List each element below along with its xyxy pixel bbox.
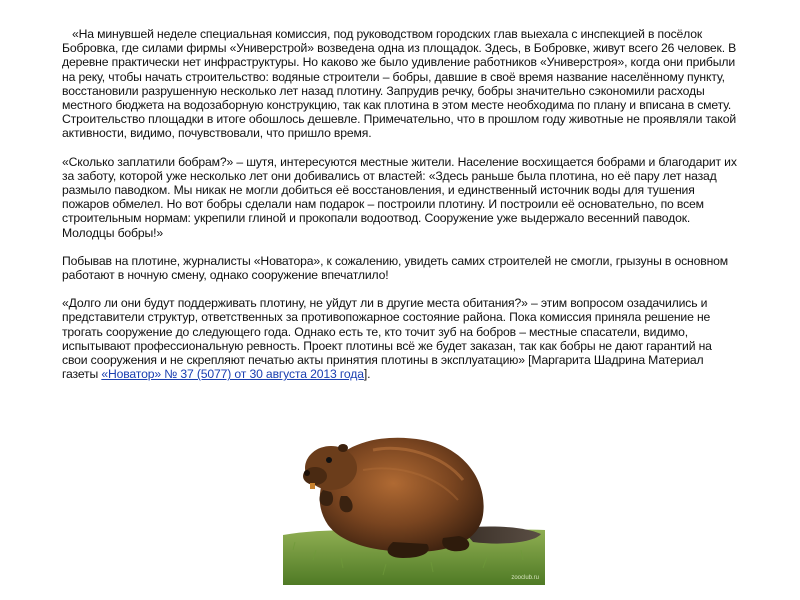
paragraph-question-text: «Долго ли они будут поддерживать плотину, не уйдут ли в другие места обитания?» – этим вопросом озадачились и представители структур, ответственных за противопожарное состояние района. Пока комиссия приняла решение не трогать сооружение до следующего года. Однако есть те, кто точит зуб на бобров – местные спасатели, видимо, испытывают профессиональную ревность. Проект плотины всё же будет заказан, так как бобры не дают гарантий на свои сооружения и не скрепляют печатью акты принятия плотины в эксплуатацию» [Маргарита Шадрина Материал газеты [62, 296, 712, 382]
beaver-icon [283, 410, 545, 585]
paragraph-journalists: Побывав на плотине, журналисты «Новатора», к сожалению, увидеть самих строителей не смогли, грызуны в основном работают в ночную смену, однако сооружение впечатлило! [62, 253, 729, 283]
photo-watermark: zooclub.ru [511, 575, 539, 581]
paragraph-commission: «На минувшей неделе специальная комиссия, под руководством городских глав выехала с инспекцией в посёлок Бобровка, где силами фирмы «Универстрой» возведена одна из площадок. Здесь, в Бобровке, живут всего 26 человек. В деревне практически нет инфраструктуры. Но каково же было удивление работников «Универстроя», когда они прибыли на реку, чтобы начать строительство: водяные строители – бобры, давшие в своё время название населённому пункту, восстановили разрушенную несколько лет назад плотину. Запрудив речку, бобры значительно сэкономили расходы местного бюджета на водозаборную конструкцию, так как плотина в этом месте необходима по плану и вписана в смету. Строительство площадки в итоге обошлось дешевле. Примечательно, что в прошлом году животные не проявляли такой активности, видимо, почувствовали, что пришло время. [62, 27, 737, 141]
beaver-photo [283, 410, 545, 585]
newspaper-link[interactable]: «Новатор» № 37 (5077) от 30 августа 2013 года [101, 367, 364, 382]
paragraph-question-end: ]. [363, 367, 371, 382]
paragraph-question [62, 296, 738, 381]
article-text [62, 27, 738, 395]
paragraph-residents: «Сколько заплатили бобрам?» – шутя, интересуются местные жители. Население восхищается бобрами и благодарит их за заботу, которой уже несколько лет они добивались от властей: «Здесь раньше была плотина, но её пару лет назад размыло паводком. Мы никак не могли добиться её восстановления, и единственный источник воды для тушения пожаров обмелел. Но вот бобры сделали нам подарок – построили плотину. И построили её основательно, по всем строительным нормам: укрепили глиной и прокопали водоотвод. Сооружение уже выдержало весенний паводок. Молодцы бобры!» [62, 154, 737, 240]
